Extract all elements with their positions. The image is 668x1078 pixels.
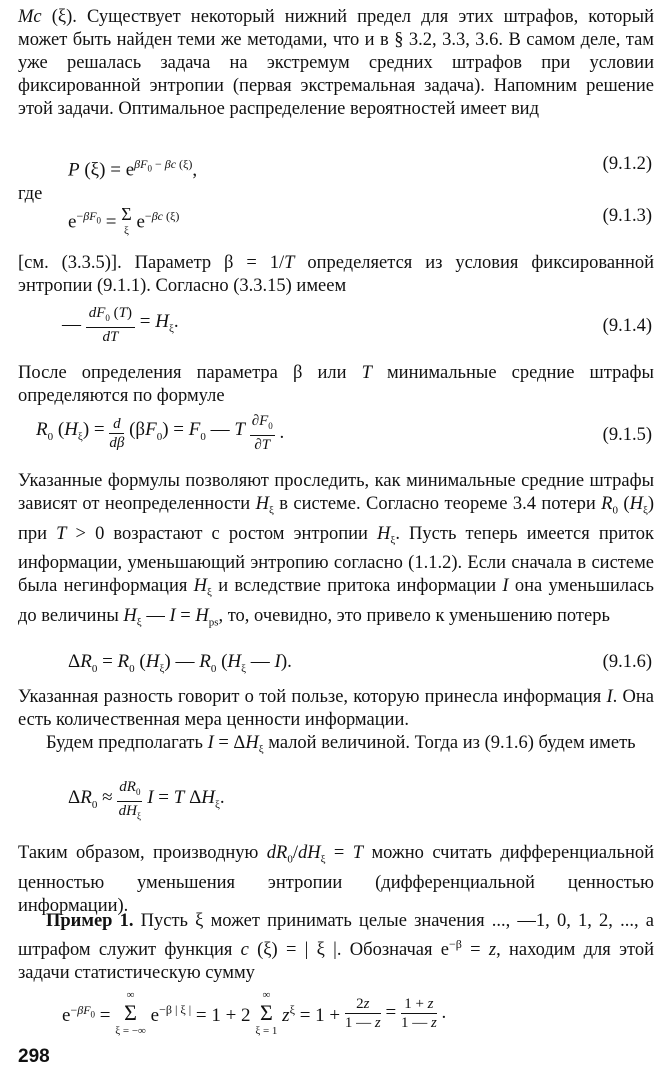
equation-9-1-4 [0,304,668,348]
paragraph-1: Mc (ξ). Существует некоторый нижний предел для этих штрафов, который может быть найден теми же методами, что и в § 3.2, 3.3, 3.6. В самом деле, там уже решалась задача на экстремум средних штрафов при условии фиксированной энтропии (первая экстремальная задача). Напомним решение этой задачи. Оптимальное распределение вероятностей имеет вид [18,7,654,119]
math-mc-xi: Mc (ξ) [18,7,73,27]
equation-differential [0,778,668,828]
equation-9-1-2-number: (9.1.2) [602,154,652,174]
paragraph-3: После определения параметра β или T минимальные средние штрафы определяются по формуле [18,363,654,406]
equation-9-1-6-number: (9.1.6) [602,652,652,672]
equation-9-1-2-formula: P $(\xi) = e^{\beta F_0 - \beta c (\xi)}$, [68,157,198,181]
equation-9-1-5-number: (9.1.5) [602,425,652,445]
equation-statistical-sum [0,986,668,1042]
word-where: где [18,184,43,204]
equation-9-1-6 [0,650,668,678]
equation-9-1-3-number: (9.1.3) [602,206,652,226]
paragraph-2: [см. (3.3.5)]. Параметр β = 1/T определяется из условия фиксированной энтропии (9.1.1). Согласно (3.3.15) имеем [18,253,654,296]
equation-9-1-3 [0,204,668,240]
page-number: 298 [18,1046,50,1067]
equation-9-1-4-number: (9.1.4) [602,316,652,336]
equation-9-1-5 [0,412,668,458]
equation-9-1-3-formula: $e^{-\beta F_0} = \Sigma$ ξ $e^{-\beta c (\xi)}$ [68,204,180,238]
equation-9-1-6-formula: $\Delta R_0 = R_0$ $(H_\xi)$ — $R_0$ ($H_\xi$ — I). [68,651,292,675]
example-label: Пример 1. [46,911,134,931]
equation-differential-formula: $\Delta R_0$ ≈ $dR_0$ $dH_\xi$ I = T $\Delta H_\xi$. [68,779,225,821]
paragraph-5: Указанная разность говорит о той пользе, которую принесла информация I. Она есть количественная мера ценности информации. [18,687,654,730]
paragraph-7: Таким образом, производную $dR_0/dH_\xi = T$ можно считать дифференциальной ценностью уменьшения энтропии (дифференциальной ценностью информации). [18,843,654,916]
equation-9-1-4-formula: — $\frac{dF_0 (T)}{dT}$ = $H_\xi$. [62,305,179,345]
equation-statistical-sum-formula: $e^{-\beta F_0}$ = ∞ Σ ξ = −∞ $e^{-\beta | \xi |} = 1 + 2$ ∞ Σ ξ = 1 $z^\xi = 1$ + $\frac{2z}{1 — z}$ = $\frac{1 + z}{1 — z}$ . [62,989,447,1037]
equation-9-1-2 [0,152,668,180]
equation-9-1-5-formula: $R_0$ $(H_\xi)$ = $\frac{d}{d\beta}$ $(\beta F_0) = F_0$ — T $\frac{\partial F_0}{\partial T}$ . [36,413,285,453]
paragraph-4: Указанные формулы позволяют проследить, как минимальные средние штрафы зависят от неопределенности $H_\xi$ в системе. Согласно теореме 3.4 потери $R_0$ $(H_\xi)$ при T > 0 возрастают с ростом энтропии $H_\xi$. Пусть теперь имеется приток информации, уменьшающий энтропию согласно (1.1.2). Если сначала в системе была негинформация $H_\xi$ и вследствие притока информации I она уменьшилась до величины $H_\xi$ — $I = H_{ps}$, то, очевидно, это привело к уменьшению потерь [18,471,655,629]
paragraph-6: Будем предполагать $I = \Delta H_\xi$ малой величиной. Тогда из (9.1.6) будем иметь [46,733,636,756]
paragraph-8: Пример 1. Пусть ξ может принимать целые значения ..., —1, 0, 1, 2, ..., а штрафом служит функция c (ξ) = | ξ |. Обозначая $e^{-\beta} = z$, находим для этой задачи статистическую сумму [18,911,655,984]
